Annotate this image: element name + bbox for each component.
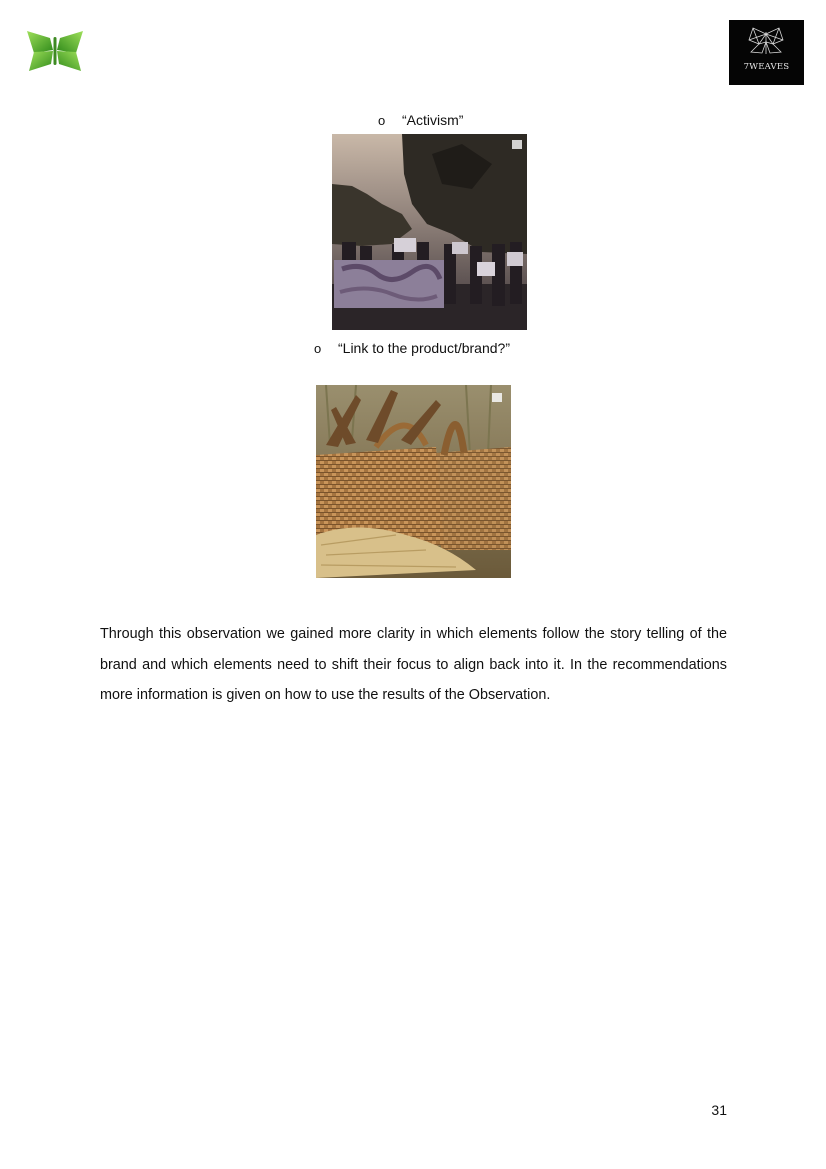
- page-number: 31: [711, 1102, 727, 1118]
- green-butterfly-logo-icon: [24, 28, 86, 74]
- bullet-text: “Activism”: [402, 112, 464, 128]
- butterfly-line-logo-icon: [729, 20, 804, 62]
- bullet-marker: o: [378, 113, 386, 128]
- activism-photo: [332, 134, 527, 330]
- 7weaves-logo: [729, 20, 804, 85]
- bullet-item-activism: [378, 111, 463, 130]
- bullet-marker: o: [314, 341, 322, 356]
- bullet-item-link-to-product: [314, 339, 510, 358]
- body-paragraph: Through this observation we gained more clarity in which elements follow the story telling of the brand and which elements need to shift their focus to align back into it. In the recommendations more information is given on how to use the results of the Observation.: [100, 626, 727, 703]
- brand-name: 7WEAVES: [743, 62, 790, 72]
- baskets-photo: [316, 385, 511, 578]
- bullet-text: “Link to the product/brand?”: [338, 340, 510, 356]
